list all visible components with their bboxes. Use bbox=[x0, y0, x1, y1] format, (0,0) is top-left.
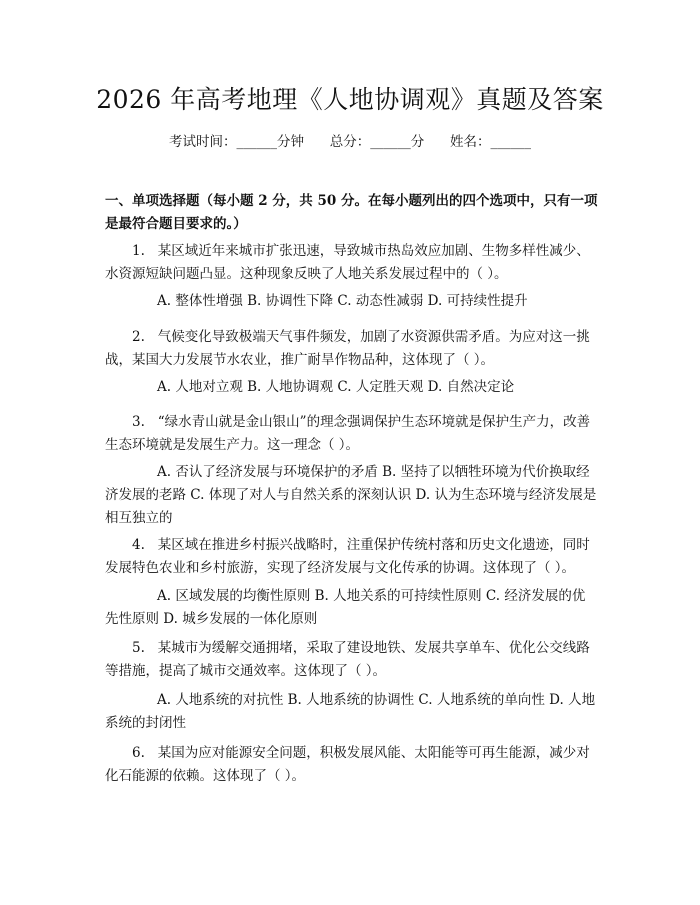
question-3-options: A. 否认了经济发展与环境保护的矛盾 B. 坚持了以牺牲环境为代价换取经济发展的老路 C. 体现了对人与自然关系的深刻认识 D. 认为生态环境与经济发展是相互独立的 bbox=[105, 464, 597, 526]
question-6 bbox=[105, 742, 597, 788]
question-5 bbox=[105, 637, 597, 683]
question-2-options: A. 人地对立观 B. 人地协调观 C. 人定胜天观 D. 自然决定论 bbox=[157, 379, 515, 395]
question-number: 3. bbox=[132, 414, 145, 430]
question-number: 6. bbox=[132, 745, 145, 761]
question-number: 5. bbox=[132, 640, 145, 656]
question-number: 4. bbox=[132, 537, 145, 553]
question-3 bbox=[105, 411, 597, 457]
question-number: 1. bbox=[132, 243, 145, 259]
question-2 bbox=[105, 326, 597, 372]
question-text: “绿水青山就是金山银山”的理念强调保护生态环境就是保护生产力，改善生态环境就是发展生产力。这一理念（ ）。 bbox=[105, 414, 591, 453]
exam-info-line: 考试时间：______分钟 总分：______分 姓名：______ bbox=[169, 134, 531, 150]
question-5-options: A. 人地系统的对抗性 B. 人地系统的协调性 C. 人地系统的单向性 D. 人地系统的封闭性 bbox=[105, 692, 596, 731]
question-text: 某城市为缓解交通拥堵，采取了建设地铁、发展共享单车、优化公交线路等措施，提高了城市交通效率。这体现了（ ）。 bbox=[105, 640, 590, 679]
question-text: 气候变化导致极端天气事件频发，加剧了水资源供需矛盾。为应对这一挑战，某国大力发展节水农业，推广耐旱作物品种，这体现了（ ）。 bbox=[105, 329, 590, 368]
question-text: 某区域在推进乡村振兴战略时，注重保护传统村落和历史文化遗迹，同时发展特色农业和乡村旅游，实现了经济发展与文化传承的协调。这体现了（ ）。 bbox=[105, 537, 590, 576]
question-number: 2. bbox=[132, 329, 145, 345]
page-title: 2026 年高考地理《人地协调观》真题及答案 bbox=[96, 85, 604, 114]
question-text: 某国为应对能源安全问题，积极发展风能、太阳能等可再生能源，减少对化石能源的依赖。这体现了（ ）。 bbox=[105, 745, 590, 784]
question-text: 某区域近年来城市扩张迅速，导致城市热岛效应加剧、生物多样性减少、水资源短缺问题凸显。这种现象反映了人地关系发展过程中的（ ）。 bbox=[105, 243, 590, 282]
section-heading: 一、单项选择题（每小题 2 分，共 50 分。在每小题列出的四个选项中，只有一项是最符合题目要求的。） bbox=[105, 193, 598, 232]
question-4 bbox=[105, 534, 597, 580]
question-4-options: A. 区域发展的均衡性原则 B. 人地关系的可持续性原则 C. 经济发展的优先性原则 D. 城乡发展的一体化原则 bbox=[105, 588, 586, 627]
question-1-options: A. 整体性增强 B. 协调性下降 C. 动态性减弱 D. 可持续性提升 bbox=[157, 293, 528, 309]
question-1 bbox=[105, 240, 597, 286]
